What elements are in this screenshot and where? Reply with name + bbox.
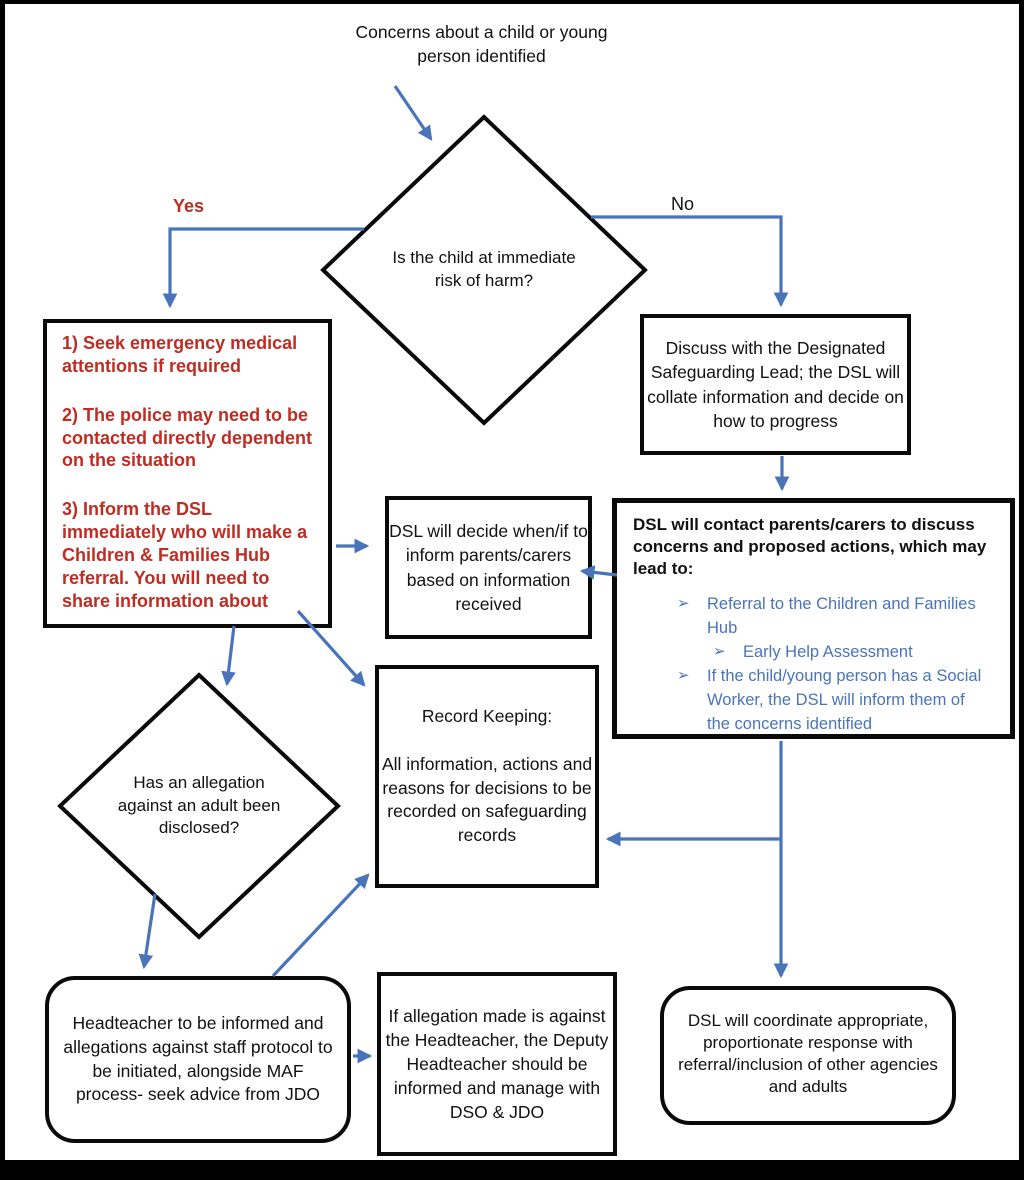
node-discuss-text: Discuss with the Designated Safeguarding Lead; the DSL will collate information and decide on how to progress <box>647 338 904 431</box>
decision-allegation-text: Has an allegation against an adult been disclosed? <box>117 772 281 838</box>
node-emergency-actions <box>43 319 332 628</box>
node-headteacher-text: Headteacher to be informed and allegations against staff protocol to be initiated, alongside MAF process- seek advice from JDO <box>63 1012 333 1105</box>
record-keeping-text: All information, actions and reasons for decisions to be recorded on safeguarding records <box>381 753 593 846</box>
node-deputy-headteacher <box>377 972 617 1156</box>
node-headteacher-informed <box>45 976 351 1143</box>
emergency-item-2: 2) The police may need to be contacted directly dependent on the situation <box>62 404 313 471</box>
emergency-item-1: 1) Seek emergency medical attentions if required <box>62 333 298 376</box>
node-concerns-identified <box>348 9 615 80</box>
decision-immediate-risk <box>320 114 648 426</box>
node-discuss-with-dsl <box>640 314 911 455</box>
bullet-referral-hub: ➢ Referral to the Children and Families Hub <box>677 595 976 638</box>
node-dsl-contact-parents <box>612 498 1015 739</box>
contact-parents-bullet-list <box>633 593 996 737</box>
node-deputy-text: If allegation made is against the Headteacher, the Deputy Headteacher should be informed and manage with DSO & JDO <box>385 1005 609 1123</box>
bullet-social-worker: ➢ If the child/young person has a Social Worker, the DSL will inform them of the concerns identified <box>677 667 982 733</box>
decision-allegation-adult <box>57 672 341 940</box>
record-keeping-title: Record Keeping: <box>421 706 553 726</box>
arrow-bullet-icon: ➢ <box>677 595 690 613</box>
contact-parents-heading: DSL will contact parents/carers to discuss concerns and proposed actions, which may lead to: <box>633 515 987 579</box>
node-concerns-text: Concerns about a child or young person identified <box>355 22 608 66</box>
branch-label-yes: Yes <box>173 196 205 216</box>
arrow-bullet-icon: ➢ <box>677 667 690 685</box>
node-record-keeping <box>375 665 599 888</box>
node-dsl-decide-text: DSL will decide when/if to inform parents/carers based on information received <box>389 521 588 614</box>
arrow-bullet-icon: ➢ <box>713 643 726 661</box>
bullet-early-help: ➢ Early Help Assessment <box>713 643 913 662</box>
branch-label-no: No <box>671 194 695 214</box>
node-dsl-decide-inform <box>385 496 592 639</box>
node-coordinate-text: DSL will coordinate appropriate, proportionate response with referral/inclusion of other agencies and adults <box>678 1011 938 1097</box>
decision-immediate-risk-text: Is the child at immediate risk of harm? <box>392 248 576 290</box>
emergency-item-3: 3) Inform the DSL immediately who will make a Children & Families Hub referral. You will need to share information about <box>62 499 308 611</box>
node-dsl-coordinate-response <box>660 986 956 1125</box>
